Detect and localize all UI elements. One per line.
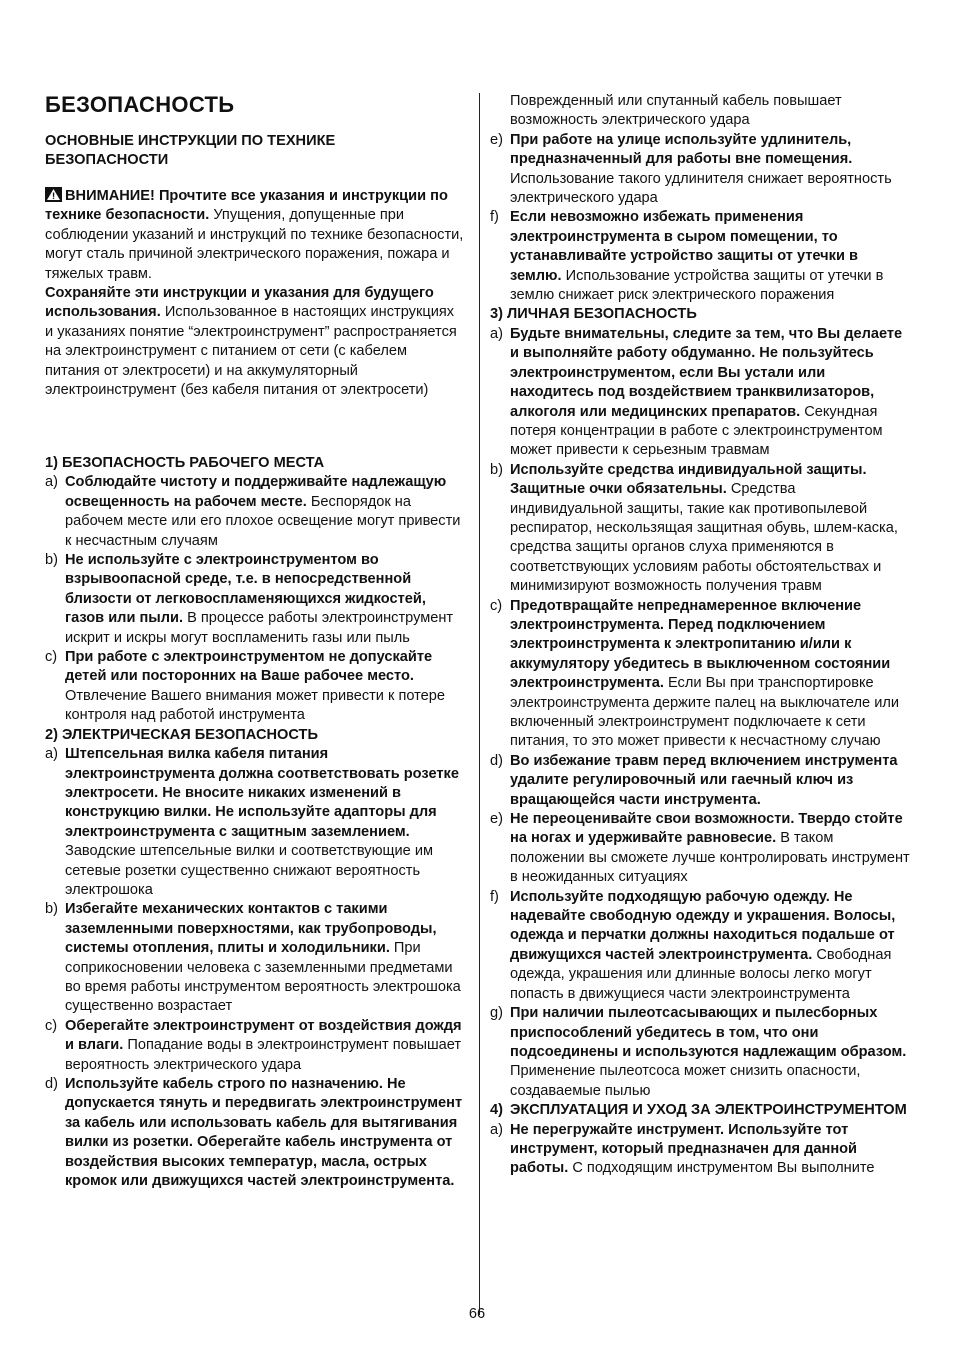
item-bold: Будьте внимательны, следите за тем, что Вы делаете и выполняйте работу обдуманно. Не пользуйтесь электроинструментом, если Вы устали или находитесь под воздействием транквилизаторов, алкоголя или медицинских препаратов. bbox=[510, 325, 903, 420]
item-bold: Предотвращайте непреднамеренное включение электроинструмента. Перед подключением электроинструмента к электропитанию и/или к аккумулятору убедитесь в выключенном состоянии электроинструмента. bbox=[510, 597, 891, 692]
item-marker: c) bbox=[45, 649, 58, 666]
item-bold: Используйте кабель строго по назначению. Не допускается тянуть и передвигать электроинструмент за кабель или использовать кабель для вытягивания вилки из розетки. Оберегайте кабель инструмента от воздействия высоких температур, масла, острых кромок или движущихся частей электроинструмента. bbox=[65, 1076, 463, 1190]
item-bold: Оберегайте электроинструмент от воздействия дождя и влаги. bbox=[65, 1017, 462, 1054]
item-marker: a) bbox=[45, 746, 58, 763]
item-text: Средства индивидуальной защиты, такие как противопылевой респиратор, нескользящая защитная обувь, шлем-каска, средства защиты органов слуха применяются в соответствующих условиям работы обстоятельствах и минимизируют возможность получения травм bbox=[510, 481, 898, 595]
item-bold: Используйте подходящую рабочую одежду. Не надевайте свободную одежду и украшения. Волосы, одежда и перчатки должны находиться подальше от движущихся частей электроинструмента. bbox=[510, 888, 896, 963]
warning-text: Упущения, допущенные при соблюдении указаний и инструкций по технике безопасности, могут сталь причиной электрического поражения, пожара и тяжелых травм. bbox=[45, 207, 464, 282]
item-text: Если Вы при транспортировке электроинструмента держите палец на выключателе или включенный электроинструмент подключаете к сети питания, то это может привести к несчастному случаю bbox=[510, 675, 900, 750]
item-text: В таком положении вы сможете лучше контролировать инструмент в неожиданных ситуациях bbox=[510, 830, 910, 886]
intro-paragraph bbox=[45, 187, 465, 400]
item-marker: g) bbox=[490, 1005, 503, 1022]
warning-heading: ВНИМАНИЕ! Прочтите все указания и инструкции по технике безопасности. bbox=[45, 188, 448, 224]
list-item bbox=[490, 461, 910, 597]
list-item bbox=[45, 900, 465, 1016]
list-item bbox=[490, 752, 910, 810]
section-heading bbox=[490, 1101, 910, 1120]
list-item bbox=[45, 648, 465, 726]
item-marker: a) bbox=[45, 474, 58, 491]
item-text: Свободная одежда, украшения или длинные волосы легко могут попасть в движущиеся части электроинструмента bbox=[510, 946, 892, 1002]
list-item bbox=[490, 597, 910, 752]
list-item bbox=[45, 1075, 465, 1191]
list-item bbox=[490, 888, 910, 1004]
item-marker: d) bbox=[45, 1076, 58, 1092]
item-marker: b) bbox=[490, 461, 503, 478]
section-subtitle: ОСНОВНЫЕ ИНСТРУКЦИИ ПО ТЕХНИКЕ БЕЗОПАСНОСТИ bbox=[45, 133, 336, 169]
item-marker: e) bbox=[490, 811, 503, 828]
column-divider bbox=[479, 93, 480, 1315]
save-instructions-text: Использованное в настоящих инструкциях и указаниях понятие “электроинструмент” распространяется на электроинструмент с питанием от сети (с кабелем питания от электросети) и на аккумуляторный электроинструмент (без кабеля питания от электросети) bbox=[45, 304, 457, 399]
item-text: Использование такого удлинителя снижает вероятность электрического удара bbox=[510, 170, 892, 207]
section-heading-text: ЭКСПЛУАТАЦИЯ И УХОД ЗА ЭЛЕКТРОИНСТРУМЕНТОМ bbox=[510, 1102, 907, 1119]
item-bold: Не используйте с электроинструментом во взрывоопасной среде, т.е. в непосредственной близости от легковоспламеняющихся жидкостей, газов или пыли. bbox=[65, 552, 426, 627]
page-number: 66 bbox=[468, 1306, 486, 1322]
item-bold: Избегайте механических контактов с такими заземленными поверхностями, как трубопроводы, системы отопления, плиты и холодильники. bbox=[65, 901, 437, 957]
warning-icon bbox=[45, 187, 62, 202]
item-text: Поврежденный или спутанный кабель повышает возможность электрического удара bbox=[510, 93, 842, 129]
item-bold: Не перегружайте инструмент. Используйте тот инструмент, который предназначен для данной работы. bbox=[510, 1121, 858, 1177]
item-bold: При работе с электроинструментом не допускайте детей или посторонних на Ваше рабочее место. bbox=[65, 649, 433, 685]
list-item bbox=[490, 1004, 910, 1101]
list-item bbox=[490, 325, 910, 461]
item-text: Беспорядок на рабочем месте или его плохое освещение могут привести к несчастным случаям bbox=[65, 493, 461, 549]
right-column-content bbox=[490, 92, 910, 1179]
list-item bbox=[490, 208, 910, 305]
item-text: С подходящим инструментом Вы выполните bbox=[568, 1160, 875, 1177]
item-marker: b) bbox=[45, 552, 58, 569]
list-item bbox=[490, 131, 910, 209]
item-bold: Во избежание травм перед включением инструмента удалите регулировочный или гаечный ключ из вращающейся части инструмента. bbox=[510, 752, 898, 808]
item-marker: d) bbox=[490, 752, 503, 769]
section-work-area bbox=[45, 454, 465, 1191]
section-heading: 1) БЕЗОПАСНОСТЬ РАБОЧЕГО МЕСТА bbox=[45, 455, 325, 471]
item-marker: b) bbox=[45, 901, 58, 918]
item-marker: f) bbox=[490, 209, 499, 226]
section-heading: 2) ЭЛЕКТРИЧЕСКАЯ БЕЗОПАСНОСТЬ bbox=[45, 726, 318, 743]
item-marker: f) bbox=[490, 888, 499, 905]
item-bold: Не переоценивайте свои возможности. Твердо стойте на ногах и удерживайте равновесие. bbox=[510, 811, 903, 847]
item-text: Заводские штепсельные вилки и соответствующие им сетевые розетки существенно снижают вероятность электрошока bbox=[65, 843, 434, 898]
save-instructions-heading: Сохраняйте эти инструкции и указания для будущего использования. bbox=[45, 285, 434, 321]
section-heading: 3) ЛИЧНАЯ БЕЗОПАСНОСТЬ bbox=[490, 306, 697, 323]
item-bold: Используйте средства индивидуальной защиты. Защитные очки обязательны. bbox=[510, 461, 867, 498]
item-bold: Соблюдайте чистоту и поддерживайте надлежащую освещенность на рабочем месте. bbox=[65, 474, 447, 510]
list-item bbox=[490, 1121, 910, 1179]
item-marker: a) bbox=[490, 1121, 503, 1138]
item-bold: При наличии пылеотсасывающих и пылесборных приспособлений убедитесь в том, что они подсоединены и используются надлежащим образом. bbox=[510, 1005, 907, 1060]
item-text: Использование устройства защиты от утечки в землю снижает риск электрического поражения bbox=[510, 267, 884, 304]
item-bold: Штепсельная вилка кабеля питания электроинструмента должна соответствовать розетке электросети. Не вносите никаких изменений в конструкцию вилки. Не используйте адапторы для электроинструмента с защитным заземлением. bbox=[65, 746, 459, 840]
item-text: Применение пылеотсоса может снизить опасности, создаваемые пылью bbox=[510, 1063, 861, 1099]
list-item bbox=[490, 810, 910, 888]
list-item bbox=[45, 473, 465, 551]
list-item-continued bbox=[490, 92, 910, 131]
item-marker: e) bbox=[490, 131, 503, 148]
item-marker: c) bbox=[490, 597, 503, 614]
list-item bbox=[45, 551, 465, 648]
item-text: В процессе работы электроинструмент искрит и искры могут воспламенить газы или пыль bbox=[65, 610, 454, 646]
item-text: Попадание воды в электроинструмент повышает вероятность электрического удара bbox=[65, 1037, 462, 1073]
item-bold: Если невозможно избежать применения электроинструмента в сыром помещении, то устанавливайте устройство защиты от утечки в землю. bbox=[510, 209, 858, 284]
item-marker: c) bbox=[45, 1017, 58, 1034]
section-number: 4) bbox=[490, 1102, 503, 1119]
item-text: Отвлечение Вашего внимания может привести к потере контроля над работой инструмента bbox=[65, 687, 446, 724]
item-text: Секундная потеря концентрации в работе с электроинструментом может привести к серьезным травмам bbox=[510, 403, 883, 459]
page-title: БЕЗОПАСНОСТЬ bbox=[45, 92, 235, 117]
item-text: При соприкосновении человека с заземленными предметами во время работы инструментом вероятность электрошока существенно возрастает bbox=[65, 940, 461, 1015]
item-bold: При работе на улице используйте удлинитель, предназначенный для работы вне помещения. bbox=[510, 131, 853, 168]
list-item bbox=[45, 1017, 465, 1075]
item-marker: a) bbox=[490, 325, 503, 342]
list-item bbox=[45, 745, 465, 900]
